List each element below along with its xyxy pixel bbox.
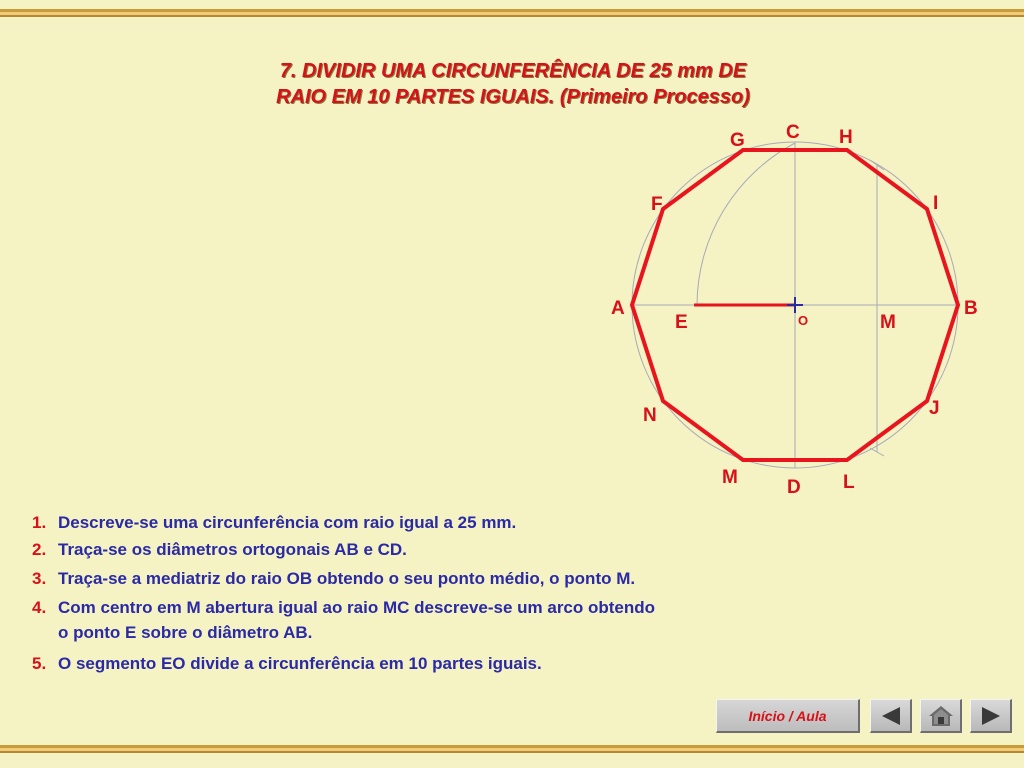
label-o: O xyxy=(798,313,809,328)
step-number: 5. xyxy=(32,654,47,673)
title-line-2: RAIO EM 10 PARTES IGUAIS. (Primeiro Processo) xyxy=(276,86,750,108)
step-1 xyxy=(32,510,822,535)
step-text: O segmento EO divide a circunferência em 10 partes iguais. xyxy=(58,654,542,673)
step-number: 2. xyxy=(32,540,47,559)
house-icon xyxy=(927,704,955,728)
step-text: Descreve-se uma circunferência com raio igual a 25 mm. xyxy=(58,513,517,532)
label-m-bottom: M xyxy=(722,467,738,488)
label-c: C xyxy=(786,122,800,143)
label-g: G xyxy=(730,130,745,151)
steps-list xyxy=(32,510,822,676)
bottom-border xyxy=(0,745,1024,753)
next-button[interactable] xyxy=(970,699,1012,733)
step-5 xyxy=(32,651,822,676)
step-4 xyxy=(32,595,822,645)
step-3 xyxy=(32,566,822,591)
step-text xyxy=(58,595,822,645)
label-e: E xyxy=(675,312,688,333)
label-i: I xyxy=(933,193,939,214)
step-text: Traça-se a mediatriz do raio OB obtendo o seu ponto médio, o ponto M. xyxy=(58,569,636,588)
step-text: Traça-se os diâmetros ortogonais AB e CD. xyxy=(58,540,407,559)
step-text-line-2: o ponto E sobre o diâmetro AB. xyxy=(58,623,313,642)
label-b: B xyxy=(964,298,978,319)
label-f: F xyxy=(651,194,663,215)
label-l: L xyxy=(843,472,855,493)
label-a: A xyxy=(611,298,625,319)
step-number: 1. xyxy=(32,513,47,532)
home-lesson-button[interactable]: Início / Aula xyxy=(716,699,860,733)
label-d: D xyxy=(787,477,801,498)
previous-button[interactable] xyxy=(870,699,912,733)
triangle-right-icon xyxy=(978,705,1004,727)
step-text-line-1: Com centro em M abertura igual ao raio MC descreve-se um arco obtendo xyxy=(58,598,656,617)
step-number: 3. xyxy=(32,569,47,588)
label-j: J xyxy=(929,398,940,419)
step-number: 4. xyxy=(32,598,47,617)
step-2 xyxy=(32,537,822,562)
title-line-1: 7. DIVIDIR UMA CIRCUNFERÊNCIA DE 25 mm DE xyxy=(279,60,747,82)
label-n: N xyxy=(643,405,657,426)
label-m-mid: M xyxy=(880,312,896,333)
triangle-left-icon xyxy=(878,705,904,727)
home-button[interactable] xyxy=(920,699,962,733)
label-h: H xyxy=(839,127,853,148)
construction-arc xyxy=(697,143,795,305)
